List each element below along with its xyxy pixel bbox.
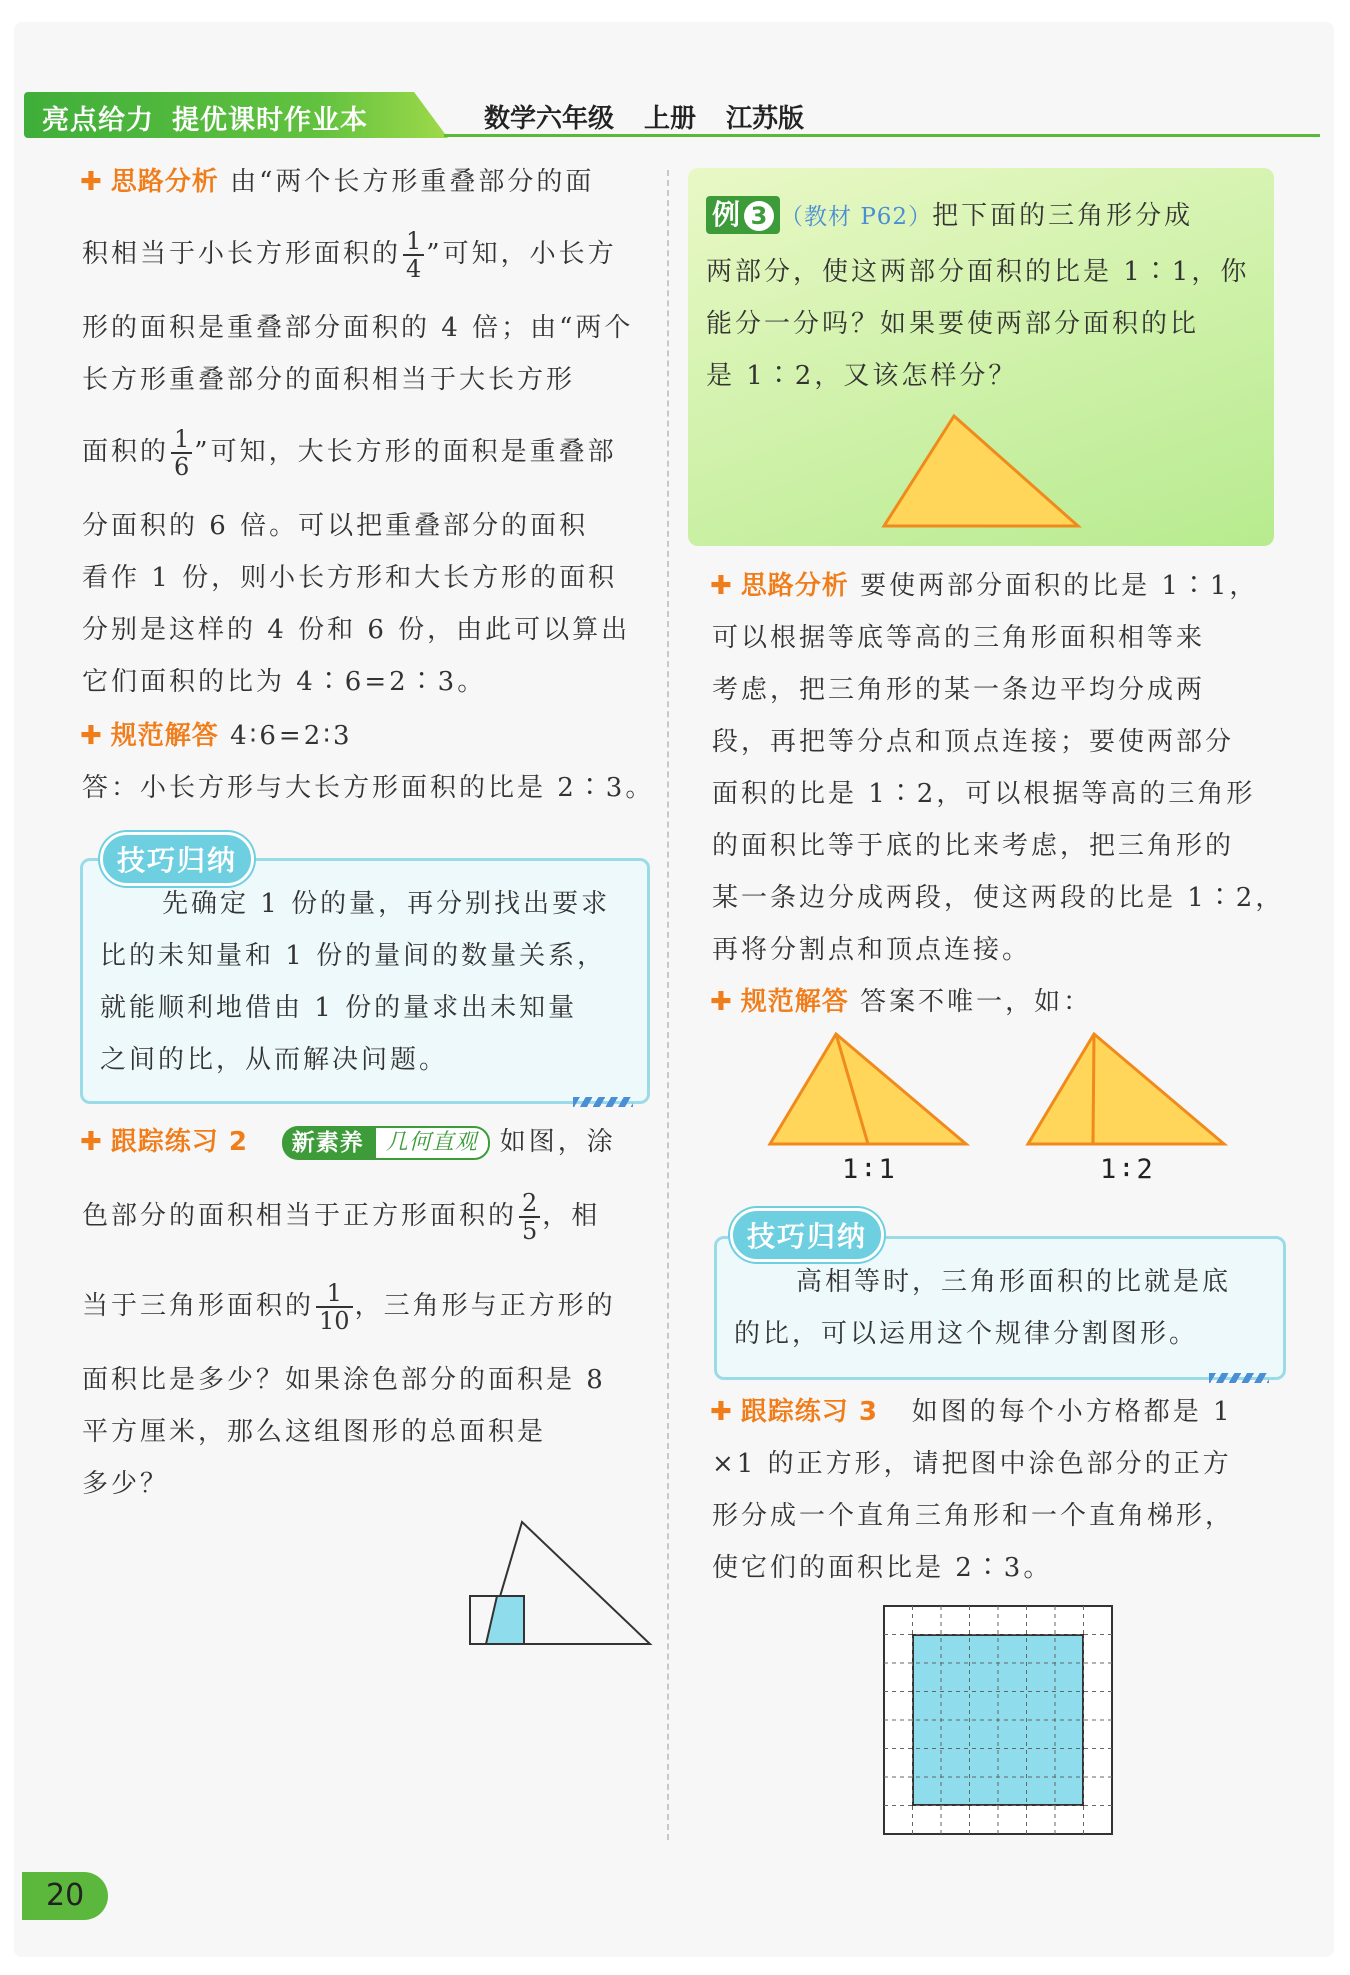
r-practice-line-3: 形分成一个直角三角形和一个直角梯形，	[712, 1501, 1235, 1531]
answer-label: 规范解答	[110, 721, 219, 751]
split-line	[1093, 1034, 1094, 1144]
header-brand	[42, 98, 368, 137]
example-line-4: 是 1∶2，又该怎样分？	[706, 361, 1018, 391]
r-analysis-line-4: 段，再把等分点和顶点连接；要使两部分	[712, 727, 1235, 757]
practice-line-2: 色部分的面积相当于正方形面积的 $\frac{2}{5}$ ，相	[82, 1189, 601, 1245]
practice-line-5: 平方厘米，那么这组图形的总面积是	[82, 1417, 547, 1447]
analysis-line-9: 它们面积的比为 4∶6=2∶3。	[82, 667, 487, 697]
page-header	[24, 92, 1320, 138]
practice-line-6: 多少？	[82, 1469, 170, 1499]
plus-icon: ✚	[710, 987, 735, 1017]
header-rule	[444, 134, 1320, 137]
plus-icon: ✚	[710, 571, 735, 601]
triangle	[884, 416, 1078, 526]
analysis-line-3: 形的面积是重叠部分面积的 4 倍；由“两个	[82, 313, 634, 343]
tip-line-3: 就能顺利地借由 1 份的量求出未知量	[100, 993, 578, 1023]
r-analysis-line-2: 可以根据等底等高的三角形面积相等来	[712, 623, 1206, 653]
r-analysis-line-7: 某一条边分成两段，使这两段的比是 1∶2，	[712, 883, 1285, 913]
r-analysis-line-3: 考虑，把三角形的某一条边平均分成两	[712, 675, 1206, 705]
analysis-label: 思路分析	[740, 571, 849, 601]
textbook-source: （教材 P62）	[780, 204, 933, 230]
triangle-b	[1028, 1034, 1224, 1144]
r-practice-line-1: ✚ 跟踪练习 3 如图的每个小方格都是 1	[710, 1397, 1233, 1427]
example-triangle	[870, 410, 1090, 538]
analysis-line-4: 长方形重叠部分的面积相当于大长方形	[82, 365, 576, 395]
analysis-label: 思路分析	[110, 167, 219, 197]
tip-tag-right: 技巧归纳	[730, 1208, 884, 1262]
analysis-line-2: 积相当于小长方形面积的 $\frac{1}{4}$ ”可知，小长方	[82, 227, 617, 283]
example-line-3: 能分一分吗？如果要使两部分面积的比	[706, 309, 1200, 339]
r-practice-line-4: 使它们的面积比是 2∶3。	[712, 1553, 1053, 1583]
r-analysis-line-5: 面积的比是 1∶2，可以根据等高的三角形	[712, 779, 1256, 809]
badge-new-literacy: 新素养	[282, 1126, 374, 1160]
analysis-line-1: ✚ 思路分析 由“两个长方形重叠部分的面	[80, 167, 595, 197]
tip-stripes	[573, 1097, 633, 1107]
page-number: 20	[46, 1878, 85, 1913]
series-name: 提优课时作业本	[172, 105, 368, 136]
example-line-1: 例 3 （教材 P62）把下面的三角形分成	[706, 190, 1193, 243]
answer-sentence: 答：小长方形与大长方形面积的比是 2∶3。	[82, 773, 655, 803]
fraction: $\frac{2}{5}$	[519, 1190, 540, 1244]
plus-icon: ✚	[80, 1127, 105, 1157]
grid-figure	[878, 1600, 1118, 1840]
analysis-line-8: 分别是这样的 4 份和 6 份，由此可以算出	[82, 615, 631, 645]
tip-line-1: 先确定 1 份的量，再分别找出要求	[162, 889, 611, 919]
page-number-tab	[22, 1872, 108, 1920]
edition: 江苏版	[726, 104, 805, 134]
answer-line: ✚ 规范解答 4∶6=2∶3	[80, 721, 353, 751]
shaded-overlap	[486, 1596, 524, 1644]
tip-line-2: 比的未知量和 1 份的量间的数量关系，	[100, 941, 607, 971]
r-analysis-line-1: ✚ 思路分析 要使两部分面积的比是 1∶1，	[710, 571, 1259, 601]
triangle-a	[770, 1034, 966, 1144]
subject: 数学六年级	[484, 104, 615, 134]
triangle-split-1-1	[770, 1034, 966, 1144]
practice-line-3: 当于三角形面积的 $\frac{1}{10}$ ，三角形与正方形的	[82, 1279, 616, 1335]
square-triangle-figure	[460, 1510, 660, 1660]
analysis-line-7: 看作 1 份，则小长方形和大长方形的面积	[82, 563, 618, 593]
practice-line-4: 面积比是多少？如果涂色部分的面积是 8	[82, 1365, 606, 1395]
fraction: $\frac{1}{10}$	[316, 1280, 353, 1334]
r-practice-line-2: ×1 的正方形，请把图中涂色部分的正方	[712, 1449, 1232, 1479]
analysis-line-5: 面积的 $\frac{1}{6}$ ”可知，大长方形的面积是重叠部	[82, 425, 617, 481]
ratio-label-2: 1∶2	[1100, 1154, 1155, 1185]
analysis-line-6: 分面积的 6 倍。可以把重叠部分的面积	[82, 511, 589, 541]
fraction: $\frac{1}{4}$	[403, 228, 424, 282]
practice-line-1: ✚ 跟踪练习 2 新素养 几何直观 如图，涂	[80, 1116, 616, 1168]
tip-tag-left: 技巧归纳	[100, 832, 254, 886]
plus-icon: ✚	[710, 1397, 735, 1427]
plus-icon: ✚	[80, 721, 105, 751]
r-analysis-line-8: 再将分割点和顶点连接。	[712, 935, 1032, 965]
brand-name: 亮点给力	[42, 105, 154, 136]
triangle-split-1-2	[1028, 1034, 1224, 1144]
badge-geometry: 几何直观	[374, 1126, 490, 1160]
volume: 上册	[644, 104, 697, 134]
book-info	[484, 98, 834, 135]
tip-line-4: 之间的比，从而解决问题。	[100, 1045, 449, 1075]
column-divider	[667, 170, 669, 1840]
answer-label: 规范解答	[740, 987, 849, 1017]
example-tag: 例 3	[706, 196, 780, 234]
practice-label: 跟踪练习 3	[740, 1397, 878, 1427]
tip-stripes	[1209, 1373, 1269, 1383]
plus-icon: ✚	[80, 167, 105, 197]
r-analysis-line-6: 的面积比等于底的比来考虑，把三角形的	[712, 831, 1235, 861]
r-answer-line: ✚ 规范解答 答案不唯一，如：	[710, 987, 1093, 1017]
fraction: $\frac{1}{6}$	[171, 426, 192, 480]
answer-triangles	[766, 1028, 1236, 1152]
example-line-2: 两部分，使这两部分面积的比是 1∶1，你	[706, 257, 1250, 287]
ratio-label-1: 1∶1	[842, 1154, 897, 1185]
practice-label: 跟踪练习 2	[110, 1127, 248, 1157]
r-tip-line-2: 的比，可以运用这个规律分割图形。	[734, 1319, 1199, 1349]
r-tip-line-1: 高相等时，三角形面积的比就是底	[796, 1267, 1232, 1297]
